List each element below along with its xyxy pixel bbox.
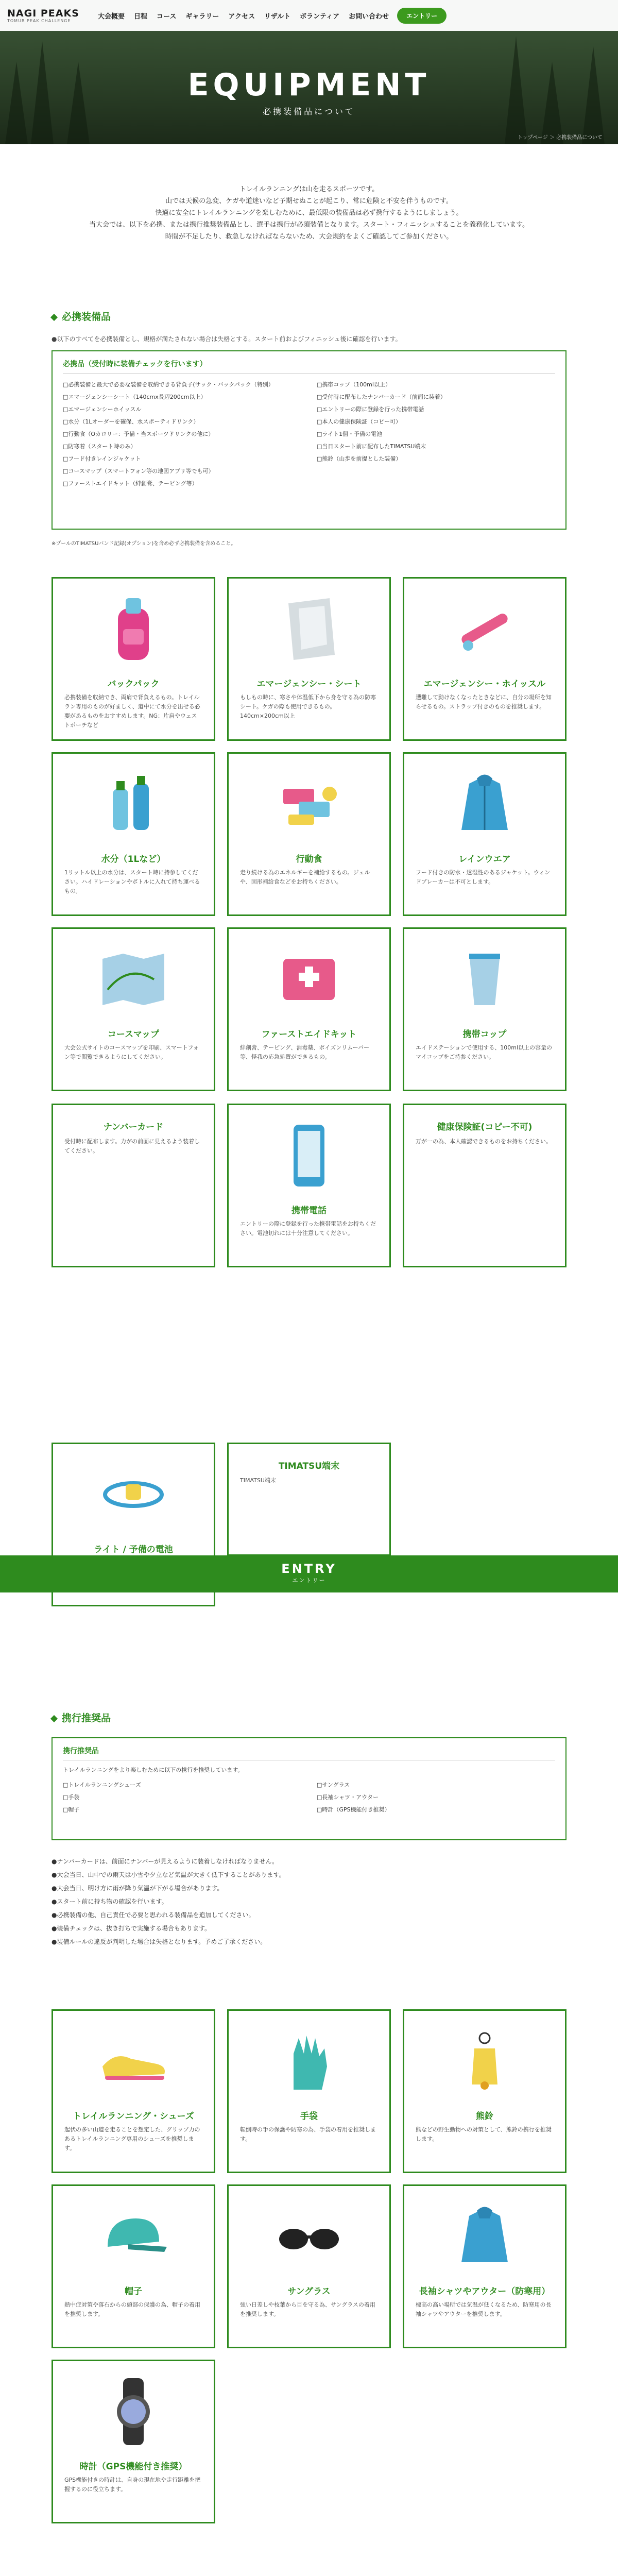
- checklist-left: [63, 379, 301, 490]
- card-desc: エントリーの際に登録を行った携帯電話をお持ちください。電池切れには十分注意してください。: [240, 1221, 376, 1236]
- gps-watch-icon: [53, 2370, 214, 2453]
- recommended-card-jacket: [403, 2184, 566, 2348]
- note-item: ●スタート前に持ち物の確認を行います。: [52, 1898, 168, 1905]
- running-shoes-icon: [53, 2020, 214, 2103]
- checklist-right: [317, 379, 555, 490]
- card-title: 携帯コップ: [462, 1029, 507, 1040]
- logo-subtext: TOMUR PEAK CHALLENGE: [7, 18, 71, 23]
- entry-button[interactable]: エントリー: [397, 8, 447, 24]
- backpack-icon: [53, 588, 214, 670]
- recommended-card-sunglasses: [227, 2184, 391, 2348]
- checklist-item: □手袋: [63, 1794, 80, 1801]
- card-title: コースマップ: [107, 1029, 160, 1040]
- note-item: ●大会当日、明け方に雨が降り気温が下がる場合があります。: [52, 1885, 224, 1892]
- note-item: ●装備ルールの違反が判明した場合は失格となります。予めご了承ください。: [52, 1938, 267, 1945]
- entry-banner-label: ENTRY: [281, 1562, 337, 1576]
- energy-food-icon: [229, 763, 389, 845]
- checklist-lead: トレイルランニングをより楽しむために以下の携行を推奨しています。: [63, 1767, 244, 1773]
- equipment-card-timatsu: [227, 1443, 391, 1556]
- page-subtitle: 必携装備品について: [263, 107, 355, 116]
- required-checklist: [52, 350, 566, 530]
- recommended-checklist: [52, 1737, 566, 1840]
- first-aid-kit-icon: [229, 938, 389, 1021]
- equipment-card-backpack: [52, 577, 215, 741]
- nav-item[interactable]: アクセス: [228, 12, 255, 21]
- card-desc: 走り続ける為のエネルギーを補給するもの。ジェルや、固形補給食などをお持ちください。: [240, 869, 370, 885]
- logo-text: NAGI PEAKS: [7, 7, 79, 19]
- card-desc: 転倒時の手の保護や防寒の為、手袋の着用を推奨します。: [240, 2126, 376, 2142]
- card-title: 帽子: [125, 2286, 142, 2297]
- card-desc: 熱中症対策や落石からの頭部の保護の為、帽子の着用を推奨します。: [64, 2301, 200, 2317]
- recommended-notes: [52, 1855, 566, 1948]
- nav-item[interactable]: 大会概要: [98, 12, 125, 21]
- intro-text: [0, 183, 618, 243]
- note-item: ●必携装備の他、自己責任で必要と思われる装備品を追加してください。: [52, 1911, 255, 1919]
- checklist-item: □防寒着（スタート時のみ）: [63, 443, 136, 450]
- required-footnote: ※プールのTIMATSUバンド記録(オプション)を含め必ず必携装備を含めること。: [52, 541, 236, 547]
- card-desc: フード付きの防水・透湿性のあるジャケット。ウィンドブレーカーは不可とします。: [416, 869, 551, 885]
- card-title: 水分（1Lなど）: [101, 854, 166, 865]
- card-desc: 標高の高い場所では気温が低くなるため、防寒用の長袖シャツやアウターを推奨します。: [416, 2301, 552, 2317]
- nav-item[interactable]: リザルト: [264, 12, 291, 21]
- checklist-item: □ファーストエイドキット（絆創膏、テーピング等）: [63, 480, 198, 487]
- cap-icon: [53, 2195, 214, 2278]
- jacket-icon: [404, 2195, 565, 2278]
- checklist-item: □受付時に配布したナンバーカード（前面に装着）: [317, 394, 446, 400]
- section-title-recommended: [52, 1710, 111, 1724]
- equipment-card-rainwear: [403, 752, 566, 916]
- equipment-card-number: [52, 1104, 215, 1267]
- checklist-item: □携帯コップ（100ml以上）: [317, 381, 391, 388]
- section-title-required: [52, 309, 111, 323]
- section-title-text: 必携装備品: [62, 311, 111, 323]
- checklist-item: □トレイルランニングシューズ: [63, 1782, 141, 1788]
- water-bottle-icon: [53, 763, 214, 845]
- card-desc: 熊などの野生動物への対策として、熊鈴の携行を推奨します。: [416, 2126, 552, 2142]
- checklist-item: □長袖シャツ・アウター: [317, 1794, 379, 1801]
- card-desc: 起伏の多い山道を走ることを想定した、グリップ力のあるトレイルランニング専用のシューズを推奨します。: [64, 2126, 200, 2151]
- card-title: サングラス: [287, 2286, 331, 2297]
- sunglasses-icon: [229, 2195, 389, 2278]
- whistle-icon: [404, 588, 565, 670]
- bear-bell-icon: [404, 2020, 565, 2103]
- card-title: トレイルランニング・シューズ: [73, 2111, 194, 2122]
- checklist-item: □本人の健康保険証（コピー可）: [317, 418, 401, 425]
- headlamp-icon: [53, 1453, 214, 1536]
- card-desc: 必携装備を収納でき、両肩で背負えるもの。トレイルラン専用のものが好ましく、道中にて水分を出せる必要があるものをおすすめします。NG：片肩やウェストポーチなど: [64, 694, 200, 728]
- recommended-card-gloves: [227, 2009, 391, 2173]
- checklist-item: □フード付きレインジャケット: [63, 455, 141, 462]
- nav-item[interactable]: ギャラリー: [185, 12, 219, 21]
- checklist-item: □エントリーの際に登録を行った携帯電話: [317, 406, 424, 413]
- main-nav: [98, 11, 389, 21]
- card-desc: 1リットル以上の水分は、スタート時に持参してください。ハイドレーションやボトルに入れて持ち運べるもの。: [64, 869, 200, 894]
- equipment-card-first-aid: [227, 927, 391, 1091]
- checklist-item: □必携装備と最大で必要な装備を収納できる背負子(サック・バックパック（特別）: [63, 381, 274, 388]
- nav-item[interactable]: コース: [157, 12, 177, 21]
- checklist-item: □サングラス: [317, 1782, 350, 1788]
- checklist-item: □エマージェンシーホイッスル: [63, 406, 142, 413]
- recommended-card-shoes: [52, 2009, 215, 2173]
- note-item: ●ナンバーカードは、前面にナンバーが見えるように装着しなければなりません。: [52, 1858, 279, 1865]
- checklist-right: [317, 1779, 555, 1816]
- equipment-card-cup: [403, 927, 566, 1091]
- checklist-item: □行動食（Oカロリー：予備・当スポーツドリンクの他に）: [63, 431, 214, 437]
- entry-banner[interactable]: [0, 1555, 618, 1592]
- checklist-item: □帽子: [63, 1806, 80, 1813]
- site-logo[interactable]: [0, 8, 93, 23]
- checklist-item: □水分（1Lオーダーを確保、水スポーティドリンク）: [63, 418, 199, 425]
- card-desc: 万が一の為、本人確認できるものをお持ちください。: [416, 1138, 552, 1145]
- card-title: TIMATSU端末: [278, 1461, 340, 1471]
- checklist-item: □時計（GPS機能付き推奨）: [317, 1806, 390, 1813]
- card-desc: GPS機能付きの時計は、自身の現在地や走行距離を把握するのに役立ちます。: [64, 2477, 201, 2493]
- card-title: 手袋: [300, 2111, 318, 2122]
- card-desc: もしもの時に、寒さや体温低下から身を守る為の防寒シート。ケガの際も使用できるもの。140cm×200cm以上: [240, 694, 376, 719]
- recommended-card-bell: [403, 2009, 566, 2173]
- card-title: 時計（GPS機能付き推奨）: [79, 2462, 187, 2472]
- card-desc: 大会公式サイトのコースマップを印刷、スマートフォン等で閲覧できるようにしてください。: [64, 1044, 199, 1060]
- checklist-item: □当日スタート前に配布したTIMATSU端末: [317, 443, 426, 450]
- gloves-icon: [229, 2020, 389, 2103]
- equipment-card-phone: [227, 1104, 391, 1267]
- card-title: 健康保険証(コピー不可): [437, 1122, 533, 1132]
- equipment-card-emergency-sheet: [227, 577, 391, 741]
- checklist-item: □ライト1個・予備の電池: [317, 431, 383, 437]
- recommended-card-watch: [52, 2360, 215, 2523]
- equipment-card-water: [52, 752, 215, 916]
- page-title: EQUIPMENT: [187, 67, 431, 103]
- card-title: レインウエア: [458, 854, 511, 865]
- card-title: ファーストエイドキット: [261, 1029, 357, 1040]
- card-desc: 強い日差しや枝葉から目を守る為、サングラスの着用を推奨します。: [240, 2301, 375, 2317]
- equipment-card-map: [52, 927, 215, 1091]
- card-title: バックパック: [107, 679, 160, 689]
- card-desc: 絆創膏、テーピング、消毒薬、ポイズンリムーバー等、怪我の応急処置ができるもの。: [240, 1044, 370, 1060]
- card-desc: 遭難して動けなくなったときなどに、自分の場所を知らせるもの。ストラップ付きのものを推奨します。: [416, 694, 552, 710]
- recommended-card-cap: [52, 2184, 215, 2348]
- checklist-left: [63, 1779, 301, 1816]
- card-title: 行動食: [296, 854, 322, 865]
- note-item: ●大会当日、山中での雨天は小雪や夕立など気温が大きく低下することがあります。: [52, 1871, 285, 1878]
- diamond-icon: [50, 313, 58, 320]
- card-title: 熊鈴: [476, 2111, 493, 2122]
- note-item: ●装備チェックは、抜き打ちで実施する場合もあります。: [52, 1925, 211, 1932]
- card-title: エマージェンシー・シート: [256, 679, 362, 689]
- emergency-sheet-icon: [229, 588, 389, 670]
- cup-icon: [404, 938, 565, 1021]
- card-title: エマージェンシー・ホイッスル: [423, 679, 546, 689]
- intro-line: 山では天候の急変、ケガや道迷いなど予期せぬことが起こり、常に危険と不安を伴うものです。: [165, 197, 453, 205]
- intro-line: 時間が不足したり、救急しなければならないため、大会規約をよくご確認してご参加ください。: [165, 233, 453, 241]
- checklist-title: 携行推奨品: [63, 1745, 555, 1760]
- section-title-text: 携行推奨品: [62, 1713, 111, 1724]
- diamond-icon: [50, 1715, 58, 1722]
- required-note: ●以下のすべてを必携装備とし、規格が満たされない場合は失格とする。スタート前およびフィニッシュ後に確認を行います。: [52, 335, 402, 343]
- checklist-item: □コースマップ（スマートフォン等の地図アプリ等でも可）: [63, 468, 214, 474]
- nav-item[interactable]: お問い合わせ: [349, 12, 389, 21]
- nav-item[interactable]: ボランティア: [300, 12, 340, 21]
- intro-line: 快適に安全にトレイルランニングを楽しむために、最低限の装備品は必ず携行するようにしましょう。: [155, 209, 463, 217]
- intro-line: トレイルランニングは山を走るスポーツです。: [239, 185, 379, 193]
- card-title: ライト / 予備の電池: [94, 1545, 173, 1555]
- card-desc: エイドステーションで使用する、100ml以上の容量のマイコップをご持参ください。: [416, 1044, 552, 1060]
- checklist-item: □熊鈴（山歩を前提とした装備）: [317, 455, 402, 462]
- equipment-card-whistle: [403, 577, 566, 741]
- checklist-title: 必携品（受付時に装備チェックを行います）: [63, 359, 555, 374]
- smartphone-icon: [229, 1114, 389, 1197]
- entry-banner-sub: エントリー: [292, 1577, 326, 1584]
- equipment-card-insurance: [403, 1104, 566, 1267]
- site-header: [0, 0, 618, 31]
- nav-item[interactable]: 日程: [134, 12, 148, 21]
- card-title: 携帯電話: [291, 1206, 327, 1216]
- card-title: ナンバーカード: [103, 1122, 164, 1132]
- equipment-card-food: [227, 752, 391, 916]
- map-icon: [53, 938, 214, 1021]
- card-title: 長袖シャツやアウター（防寒用）: [419, 2286, 551, 2297]
- card-desc[interactable]: TIMATSU端末: [240, 1477, 276, 1484]
- card-desc: 受付時に配布します。力がの前面に見えるよう装着してください。: [64, 1138, 200, 1154]
- checklist-item: □エマージェンシーシート（140cmx長辺200cm以上）: [63, 394, 207, 400]
- intro-line: 当大会では、以下を必携、または携行推奨装備品とし、選手は携行が必須装備となります。スタート・フィニッシュすることを義務化しています。: [89, 221, 529, 229]
- rain-jacket-icon: [404, 763, 565, 845]
- breadcrumb[interactable]: トップページ ＞ 必携装備品について: [517, 135, 603, 141]
